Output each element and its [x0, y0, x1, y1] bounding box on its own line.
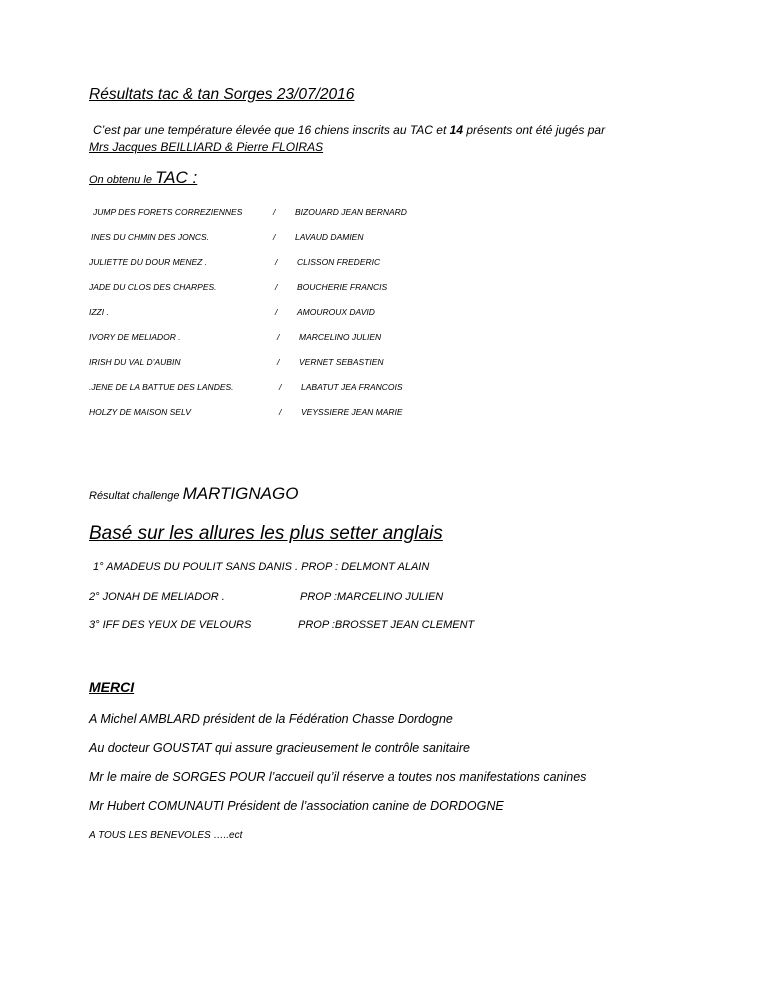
challenge-subtitle: Basé sur les allures les plus setter anglais: [89, 523, 443, 544]
tac-separator: /: [275, 307, 278, 317]
intro-line-1: [93, 121, 605, 139]
tac-result-row: [0, 307, 768, 321]
tac-separator: /: [273, 232, 276, 242]
tac-owner: CLISSON FREDERIC: [297, 257, 381, 267]
tac-result-row: [0, 282, 768, 296]
tac-dog: JULIETTE DU DOUR MENEZ .: [89, 257, 208, 267]
tac-result-row: [0, 357, 768, 371]
thanks-heading: MERCI: [89, 679, 135, 695]
tac-separator: /: [277, 357, 280, 367]
intro-text-a: C’est par une température élevée que 16 chiens inscrits au TAC et: [93, 123, 450, 137]
tac-result-row: [0, 232, 768, 246]
tac-dog: HOLZY DE MAISON SELV: [89, 407, 191, 417]
thanks-volunteers: A TOUS LES BENEVOLES …..ect: [89, 830, 243, 841]
tac-result-row: [0, 382, 768, 396]
challenge-owner: PROP :MARCELINO JULIEN: [300, 591, 444, 603]
tac-dog: IVORY DE MELIADOR .: [89, 332, 181, 342]
tac-heading-big: TAC :: [155, 168, 198, 187]
intro-judges: Mrs Jacques BEILLIARD & Pierre FLOIRAS: [89, 140, 324, 154]
tac-owner: MARCELINO JULIEN: [299, 332, 382, 342]
tac-separator: /: [275, 282, 278, 292]
tac-dog: IZZI .: [89, 307, 109, 317]
tac-separator: /: [277, 332, 280, 342]
tac-owner: AMOUROUX DAVID: [297, 307, 375, 317]
tac-result-row: [0, 332, 768, 346]
challenge-heading: [89, 484, 298, 504]
tac-separator: /: [279, 407, 282, 417]
tac-result-row: [0, 407, 768, 421]
challenge-result-row: [0, 591, 768, 607]
document-title: Résultats tac & tan Sorges 23/07/2016: [89, 86, 355, 103]
tac-dog: JUMP DES FORETS CORREZIENNES: [93, 207, 243, 217]
challenge-result-row: [0, 561, 768, 577]
challenge-name: MARTIGNAGO: [182, 484, 299, 503]
tac-result-row: [0, 207, 768, 221]
thanks-line: A Michel AMBLARD président de la Fédération Chasse Dordogne: [89, 712, 453, 726]
tac-owner: BIZOUARD JEAN BERNARD: [295, 207, 407, 217]
challenge-result-row: [0, 619, 768, 635]
challenge-prefix: Résultat challenge: [89, 490, 183, 502]
tac-owner: VERNET SEBASTIEN: [299, 357, 384, 367]
intro-text-b: présents ont été jugés par: [463, 123, 606, 137]
tac-separator: /: [275, 257, 278, 267]
tac-owner: BOUCHERIE FRANCIS: [297, 282, 388, 292]
challenge-owner: PROP :BROSSET JEAN CLEMENT: [298, 619, 475, 631]
tac-separator: /: [273, 207, 276, 217]
tac-dog: .JENE DE LA BATTUE DES LANDES.: [89, 382, 234, 392]
challenge-place: 1° AMADEUS DU POULIT SANS DANIS . PROP : DELMONT ALAIN: [93, 561, 430, 573]
tac-dog: INES DU CHMIN DES JONCS.: [91, 232, 210, 242]
intro-present-count: 14: [449, 123, 463, 137]
tac-heading: [89, 168, 197, 188]
tac-owner: VEYSSIERE JEAN MARIE: [301, 407, 403, 417]
challenge-place: 3° IFF DES YEUX DE VELOURS: [89, 619, 252, 631]
tac-dog: JADE DU CLOS DES CHARPES.: [89, 282, 217, 292]
tac-owner: LAVAUD DAMIEN: [295, 232, 364, 242]
tac-separator: /: [279, 382, 282, 392]
thanks-line: Mr Hubert COMUNAUTI Président de l’association canine de DORDOGNE: [89, 799, 504, 813]
tac-dog: IRISH DU VAL D’AUBIN: [89, 357, 181, 367]
tac-owner: LABATUT JEA FRANCOIS: [301, 382, 403, 392]
challenge-place: 2° JONAH DE MELIADOR .: [89, 591, 225, 603]
thanks-line: Au docteur GOUSTAT qui assure gracieusement le contrôle sanitaire: [89, 741, 470, 755]
tac-heading-prefix: On obtenu le: [89, 174, 156, 186]
thanks-line: Mr le maire de SORGES POUR l’accueil qu’il réserve a toutes nos manifestations canines: [89, 770, 587, 784]
tac-result-row: [0, 257, 768, 271]
